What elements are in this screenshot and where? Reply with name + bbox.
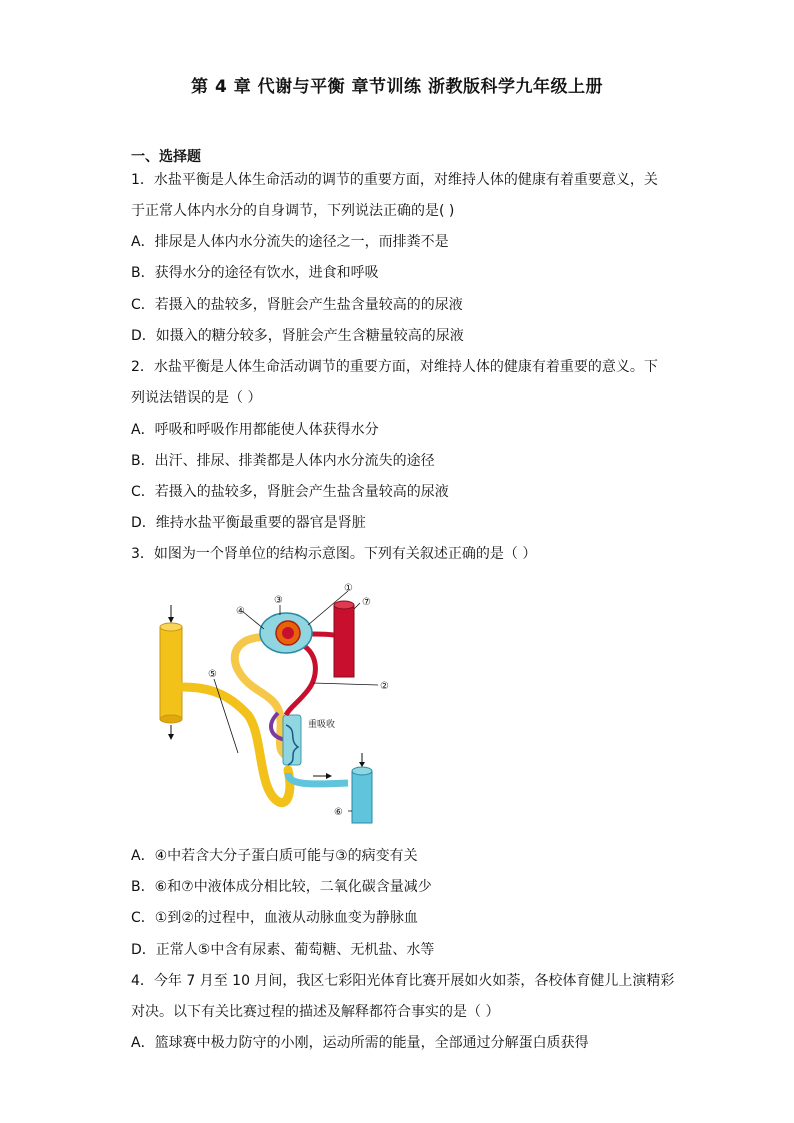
- q2-stem-line1: 2．水盐平衡是人体生命活动调节的重要方面，对维持人体的健康有着重要的意义。下: [131, 359, 658, 375]
- q3-option-b: B．⑥和⑦中液体成分相比较，二氧化碳含量减少: [131, 879, 432, 895]
- label-7: ⑦: [362, 597, 371, 608]
- label-5: ⑤: [208, 669, 217, 680]
- q4-stem-line1: 4．今年 7 月至 10 月间，我区七彩阳光体育比赛开展如火如荼，各校体育健儿上演精彩: [131, 973, 675, 989]
- label-6: ⑥: [334, 807, 343, 818]
- q1-option-c: C．若摄入的盐较多，肾脏会产生盐含量较高的的尿液: [131, 297, 463, 313]
- q3-option-c: C．①到②的过程中，血液从动脉血变为静脉血: [131, 910, 418, 926]
- q1-stem-line2: 于正常人体内水分的自身调节，下列说法正确的是( ): [131, 203, 455, 219]
- q1-option-a: A．排尿是人体内水分流失的途径之一，而排粪不是: [131, 234, 449, 250]
- section-heading: 一、选择题: [131, 149, 201, 165]
- q3-stem: 3．如图为一个肾单位的结构示意图。下列有关叙述正确的是（ ）: [131, 546, 537, 562]
- label-2: ②: [380, 681, 389, 692]
- label-1: ①: [344, 583, 353, 594]
- q2-option-d: D．维持水盐平衡最重要的器官是肾脏: [131, 515, 366, 531]
- q2-stem-line2: 列说法错误的是（ ）: [131, 390, 262, 406]
- q2-option-a: A．呼吸和呼吸作用都能使人体获得水分: [131, 422, 379, 438]
- label-3: ③: [274, 595, 283, 606]
- q3-option-a: A．④中若含大分子蛋白质可能与③的病变有关: [131, 848, 418, 864]
- q1-option-d: D．如摄入的糖分较多，肾脏会产生含糖量较高的尿液: [131, 328, 464, 344]
- page-title: 第 4 章 代谢与平衡 章节训练 浙教版科学九年级上册: [191, 77, 603, 97]
- reabsorb-label: 重吸收: [308, 720, 336, 730]
- nephron-diagram: [148, 575, 398, 835]
- q2-option-b: B．出汗、排尿、排粪都是人体内水分流失的途径: [131, 453, 435, 469]
- q4-stem-line2: 对决。以下有关比赛过程的描述及解释都符合事实的是（ ）: [131, 1004, 500, 1020]
- q1-option-b: B．获得水分的途径有饮水，进食和呼吸: [131, 265, 379, 281]
- q2-option-c: C．若摄入的盐较多，肾脏会产生盐含量较高的尿液: [131, 484, 449, 500]
- label-4: ④: [236, 606, 245, 617]
- q1-stem-line1: 1．水盐平衡是人体生命活动的调节的重要方面，对维持人体的健康有着重要意义，关: [131, 172, 658, 188]
- q4-option-a: A．篮球赛中极力防守的小刚，运动所需的能量，全部通过分解蛋白质获得: [131, 1035, 589, 1051]
- q3-option-d: D．正常人⑤中含有尿素、葡萄糖、无机盐、水等: [131, 942, 435, 958]
